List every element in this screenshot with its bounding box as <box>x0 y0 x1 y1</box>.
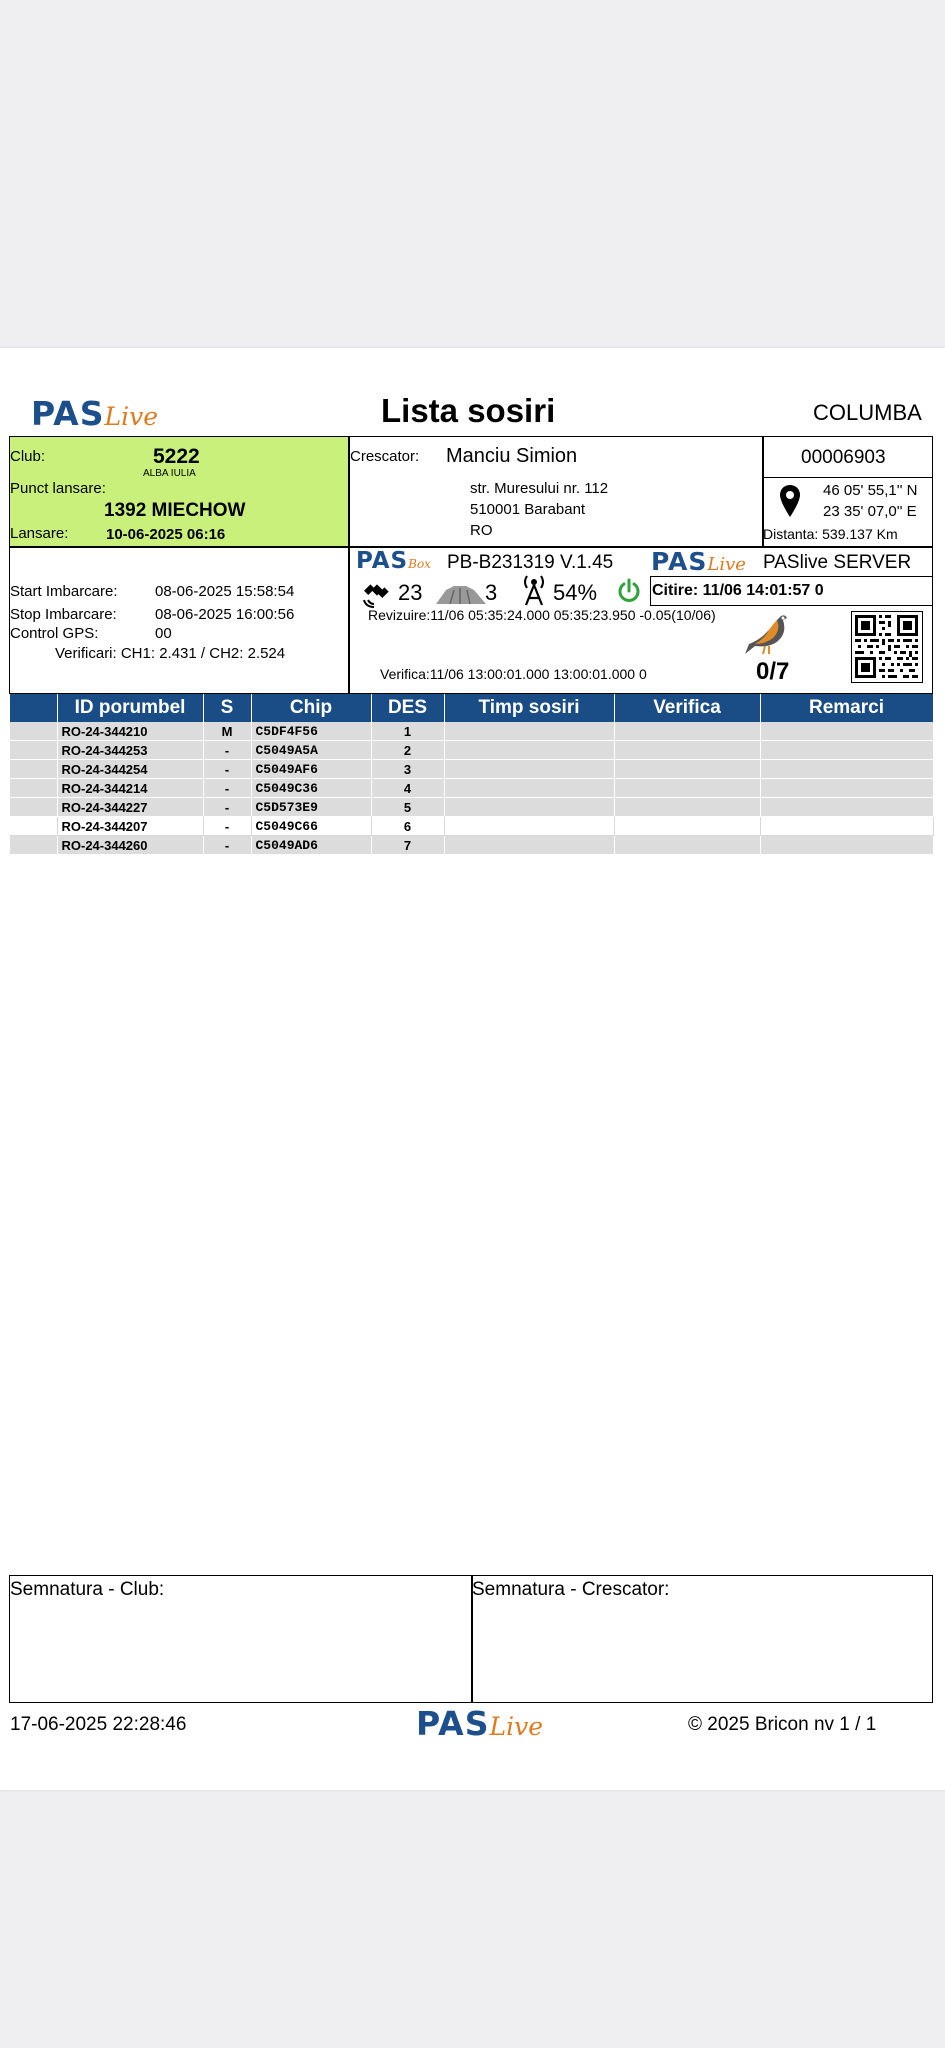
pigeon-des: 7 <box>371 836 444 855</box>
column-header-id: ID porumbel <box>57 694 203 722</box>
breeder-country: RO <box>470 522 493 539</box>
pigeon-chip: C5049AD6 <box>251 836 371 855</box>
pigeon-icon <box>743 610 791 656</box>
logo-live-text: Live <box>104 402 158 431</box>
pigeon-chip: C5049C36 <box>251 779 371 798</box>
release-point-label: Punct lansare: <box>10 480 106 497</box>
pasbox-pas-text: PAS <box>356 548 409 574</box>
page-title: Lista sosiri <box>381 392 556 429</box>
verification-checks: Verificari: CH1: 2.431 / CH2: 2.524 <box>55 645 286 662</box>
copyright: © 2025 Bricon nv 1 / 1 <box>688 1714 877 1735</box>
longitude: 23 35' 07,0'' E <box>823 503 917 520</box>
verification <box>614 779 760 798</box>
column-header-verification: Verifica <box>614 694 760 722</box>
pigeon-des: 6 <box>371 817 444 836</box>
print-timestamp: 17-06-2025 22:28:46 <box>10 1714 187 1735</box>
arrival-time <box>444 817 614 836</box>
arrival-time <box>444 760 614 779</box>
pigeon-chip: C5049C66 <box>251 817 371 836</box>
club-signature-label: Semnatura - Club: <box>10 1579 165 1600</box>
server-logo-pas-text: PAS <box>651 547 708 576</box>
device-model: PB-B231319 V.1.45 <box>447 552 614 573</box>
table-row <box>10 817 933 836</box>
distance: Distanta: 539.137 Km <box>763 526 898 542</box>
breeder-id: 00006903 <box>801 447 886 468</box>
server-name: PASlive SERVER <box>763 552 912 573</box>
footer-logo-live-text: Live <box>489 1712 543 1741</box>
column-header-blank <box>10 694 57 722</box>
table-row <box>10 741 933 760</box>
table-row <box>10 722 933 741</box>
pigeon-id: RO-24-344227 <box>57 798 203 817</box>
release-time: 10-06-2025 06:16 <box>106 526 226 543</box>
remarks <box>760 779 933 798</box>
pigeon-des: 1 <box>371 722 444 741</box>
latitude: 46 05' 55,1'' N <box>823 482 918 499</box>
pigeon-chip: C5049A5A <box>251 741 371 760</box>
footer-paslive-logo <box>416 1704 543 1743</box>
column-header-chip: Chip <box>251 694 371 722</box>
pigeon-id: RO-24-344260 <box>57 836 203 855</box>
signal-tower-icon <box>520 574 548 606</box>
organization-name: COLUMBA <box>813 400 922 425</box>
arrival-time <box>444 779 614 798</box>
pigeon-chip: C5049AF6 <box>251 760 371 779</box>
qr-code-icon <box>851 611 923 683</box>
pigeon-sex: - <box>203 760 251 779</box>
pigeon-sex: - <box>203 836 251 855</box>
remarks <box>760 798 933 817</box>
gps-control-value: 00 <box>155 625 172 642</box>
remarks <box>760 760 933 779</box>
verification-info: Verifica:11/06 13:00:01.000 13:00:01.000 0 <box>380 666 647 682</box>
remarks <box>760 722 933 741</box>
table-header-row <box>10 694 933 722</box>
stop-basketing-value: 08-06-2025 16:00:56 <box>155 606 295 623</box>
logo-pas-text: PAS <box>31 394 105 433</box>
verification <box>614 798 760 817</box>
pigeon-id: RO-24-344210 <box>57 722 203 741</box>
table-row <box>10 760 933 779</box>
footer-logo-pas-text: PAS <box>416 1704 490 1743</box>
pigeon-sex: M <box>203 722 251 741</box>
server-logo-live-text: Live <box>707 554 746 575</box>
paslive-server-logo <box>651 547 746 576</box>
verification <box>614 836 760 855</box>
breeder-signature-label: Semnatura - Crescator: <box>472 1579 670 1600</box>
column-header-remarks: Remarci <box>760 694 933 722</box>
club-name: ALBA IULIA <box>143 468 196 479</box>
battery-level: 54% <box>553 580 598 605</box>
pigeon-sex: - <box>203 817 251 836</box>
club-number: 5222 <box>153 445 200 468</box>
start-basketing-value: 08-06-2025 15:58:54 <box>155 583 295 600</box>
table-row <box>10 779 933 798</box>
arrivals-table <box>10 694 934 855</box>
pigeon-id: RO-24-344207 <box>57 817 203 836</box>
pigeon-sex: - <box>203 798 251 817</box>
revision-info: Revizuire:11/06 05:35:24.000 05:35:23.950 -0.05(10/06) <box>368 607 716 623</box>
remarks <box>760 817 933 836</box>
column-header-sex: S <box>203 694 251 722</box>
pigeon-id: RO-24-344254 <box>57 760 203 779</box>
paslive-logo <box>31 394 158 433</box>
reading-time: Citire: 11/06 14:01:57 0 <box>652 582 824 599</box>
pigeon-des: 4 <box>371 779 444 798</box>
pigeon-des: 2 <box>371 741 444 760</box>
pigeon-id: RO-24-344253 <box>57 741 203 760</box>
arrival-time <box>444 741 614 760</box>
remarks <box>760 741 933 760</box>
report-sheet <box>0 348 945 1790</box>
pigeon-sex: - <box>203 779 251 798</box>
stop-basketing-label: Stop Imbarcare: <box>10 606 117 623</box>
power-icon <box>616 578 642 604</box>
arrival-time <box>444 836 614 855</box>
satellite-icon <box>362 576 394 608</box>
table-row <box>10 798 933 817</box>
column-header-des: DES <box>371 694 444 722</box>
start-basketing-label: Start Imbarcare: <box>10 583 118 600</box>
arrival-time <box>444 722 614 741</box>
release-label: Lansare: <box>10 525 69 542</box>
breeder-name: Manciu Simion <box>446 445 578 467</box>
pasbox-logo <box>356 548 431 574</box>
gps-control-label: Control GPS: <box>10 625 99 642</box>
pigeon-des: 3 <box>371 760 444 779</box>
breeder-label: Crescator: <box>350 448 420 465</box>
antenna-field-icon <box>436 582 486 604</box>
pasbox-box-text: Box <box>408 557 431 571</box>
arrival-count: 0/7 <box>756 658 790 685</box>
pigeon-des: 5 <box>371 798 444 817</box>
verification <box>614 760 760 779</box>
release-point: 1392 MIECHOW <box>104 500 246 521</box>
verification <box>614 817 760 836</box>
arrival-time <box>444 798 614 817</box>
pigeon-sex: - <box>203 741 251 760</box>
table-row <box>10 836 933 855</box>
club-label: Club: <box>10 448 46 465</box>
pigeon-chip: C5D573E9 <box>251 798 371 817</box>
verification <box>614 741 760 760</box>
pigeon-id: RO-24-344214 <box>57 779 203 798</box>
breeder-address-line1: str. Muresului nr. 112 <box>470 480 609 497</box>
pigeon-chip: C5DF4F56 <box>251 722 371 741</box>
location-pin-icon <box>779 484 801 518</box>
satellite-count: 23 <box>398 580 423 605</box>
verification <box>614 722 760 741</box>
antenna-count: 3 <box>485 580 498 605</box>
remarks <box>760 836 933 855</box>
breeder-address-line2: 510001 Barabant <box>470 501 586 518</box>
column-header-arrival-time: Timp sosiri <box>444 694 614 722</box>
